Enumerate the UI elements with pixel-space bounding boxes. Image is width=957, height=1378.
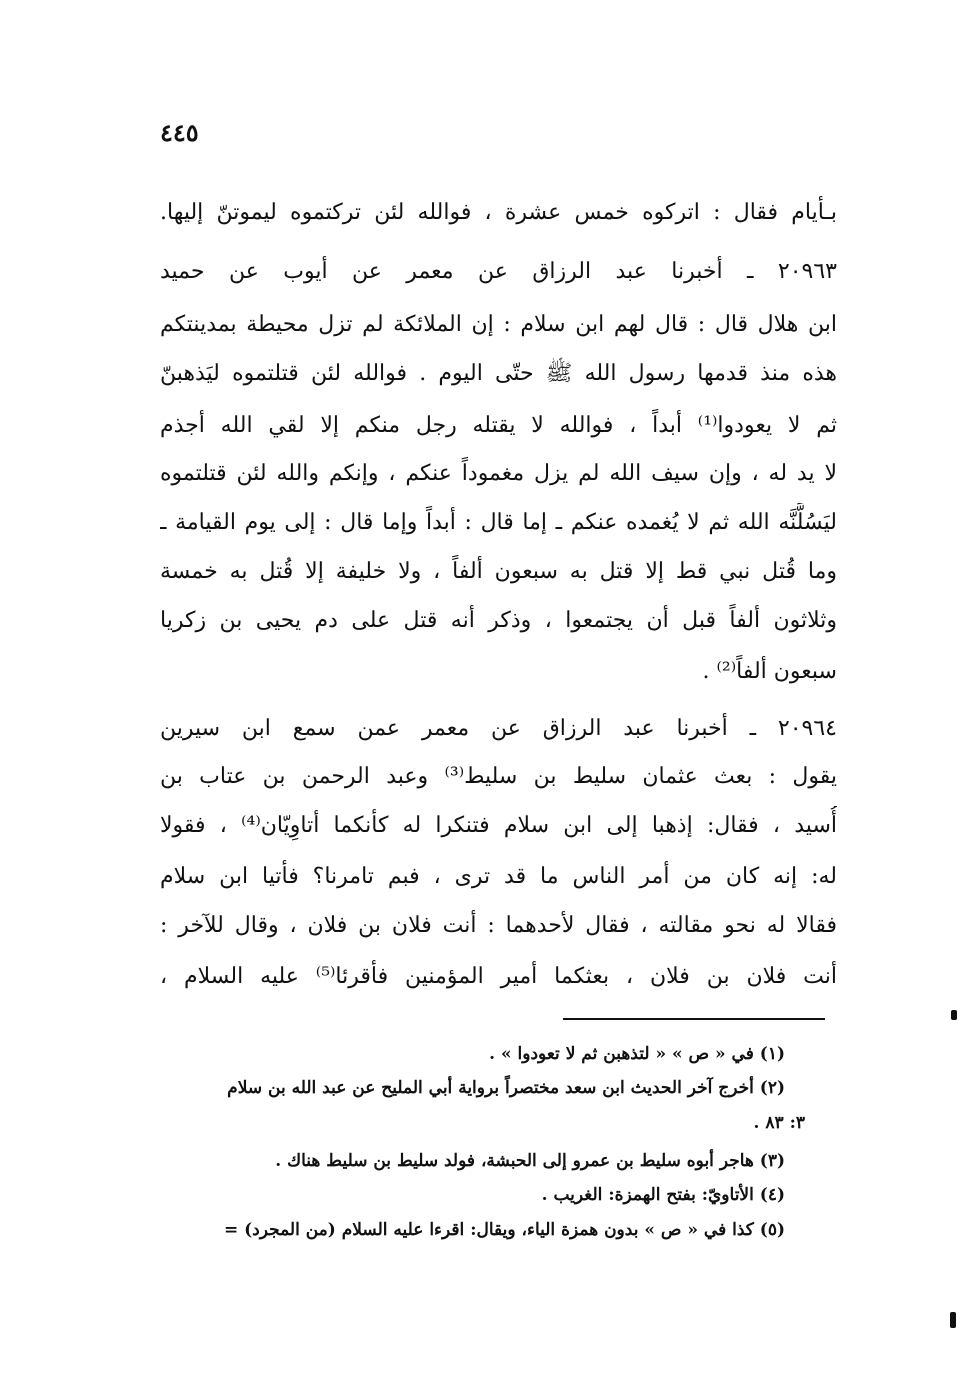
text-line: أنت فلان بن فلان ، بعثكما أمير المؤمنين فأقرئا⁽⁵⁾ عليه السلام ، bbox=[160, 964, 837, 989]
text-line: بـأيام فقال : اتركوه خمس عشرة ، فوالله لئن تركتموه ليموتنّ إليها. bbox=[160, 200, 837, 225]
hadith-heading: ٢٠٩٦٤ ـ أخبرنا عبد الرزاق عن معمر عمن سمع ابن سيرين bbox=[160, 716, 837, 741]
footnote: (٥) كذا في « ص » بدون همزة الياء، ويقال: اقرءا عليه السلام (من المجرد) = bbox=[223, 1220, 785, 1240]
text-line: له: إنه كان من أمر الناس ما قد ترى ، فبم تامرنا؟ فأتيا ابن سلام bbox=[160, 864, 837, 889]
footnote: (٤) الأتاويّ: بفتح الهمزة: الغريب . bbox=[541, 1185, 785, 1205]
text-line: سبعون ألفاً⁽²⁾ . bbox=[702, 659, 837, 684]
hadith-heading: ٢٠٩٦٣ ـ أخبرنا عبد الرزاق عن معمر عن أيوب عن حميد bbox=[160, 259, 837, 284]
footnote-continuation: ٣: ٨٣ . bbox=[753, 1113, 805, 1133]
text-line: أُسيد ، فقال: إذهبا إلى ابن سلام فتنكرا له كأنكما أتاوِيّان⁽⁴⁾ ، فقولا bbox=[160, 813, 837, 838]
text-line: وثلاثون ألفاً قبل أن يجتمعوا ، وذكر أنه قتل على دم يحيى بن زكريا bbox=[160, 608, 837, 633]
text-line: ابن هلال قال : قال لهم ابن سلام : إن الملائكة لم تزل محيطة بمدينتكم bbox=[160, 312, 837, 337]
text-line: لا يد له ، وإن سيف الله لم يزل مغموداً عنكم ، وإنكم والله لئن قتلتموه bbox=[160, 461, 837, 486]
footnote: (١) في « ص » « لتذهبن ثم لا تعودوا » . bbox=[489, 1044, 785, 1064]
scan-artifact bbox=[951, 1010, 957, 1020]
footnote: (٢) أخرج آخر الحديث ابن سعد مختصراً برواية أبي المليح عن عبد الله بن سلام bbox=[227, 1078, 785, 1098]
text-line: فقالا له نحو مقالته ، فقال لأحدهما : أنت فلان بن فلان ، وقال للآخر : bbox=[160, 913, 837, 938]
text-line: هذه منذ قدمها رسول الله ﷺ حتّى اليوم . فوالله لئن قتلتموه ليَذهبنّ bbox=[160, 361, 837, 386]
text-line: وما قُتل نبي قط إلا قتل به سبعون ألفاً ، ولا خليفة إلا قُتل به خمسة bbox=[160, 559, 837, 584]
footnote: (٣) هاجر أبوه سليط بن عمرو إلى الحبشة، فولد سليط بن سليط هناك . bbox=[275, 1151, 785, 1171]
page-number: ٤٤٥ bbox=[160, 118, 199, 147]
footnote-separator bbox=[563, 1018, 825, 1020]
text-line: ثم لا يعودوا⁽¹⁾ أبداً ، فوالله لا يقتله رجل منكم إلا لقي الله أجذم bbox=[160, 413, 837, 438]
text-line: يقول : بعث عثمان سليط بن سليط⁽³⁾ وعبد الرحمن بن عتاب بن bbox=[160, 764, 837, 789]
scan-artifact bbox=[950, 1312, 956, 1328]
text-line: ليَسُلَّنَّه الله ثم لا يُغمده عنكم ـ إما قال : أبداً وإما قال : إلى يوم القيامة ـ bbox=[160, 510, 837, 535]
